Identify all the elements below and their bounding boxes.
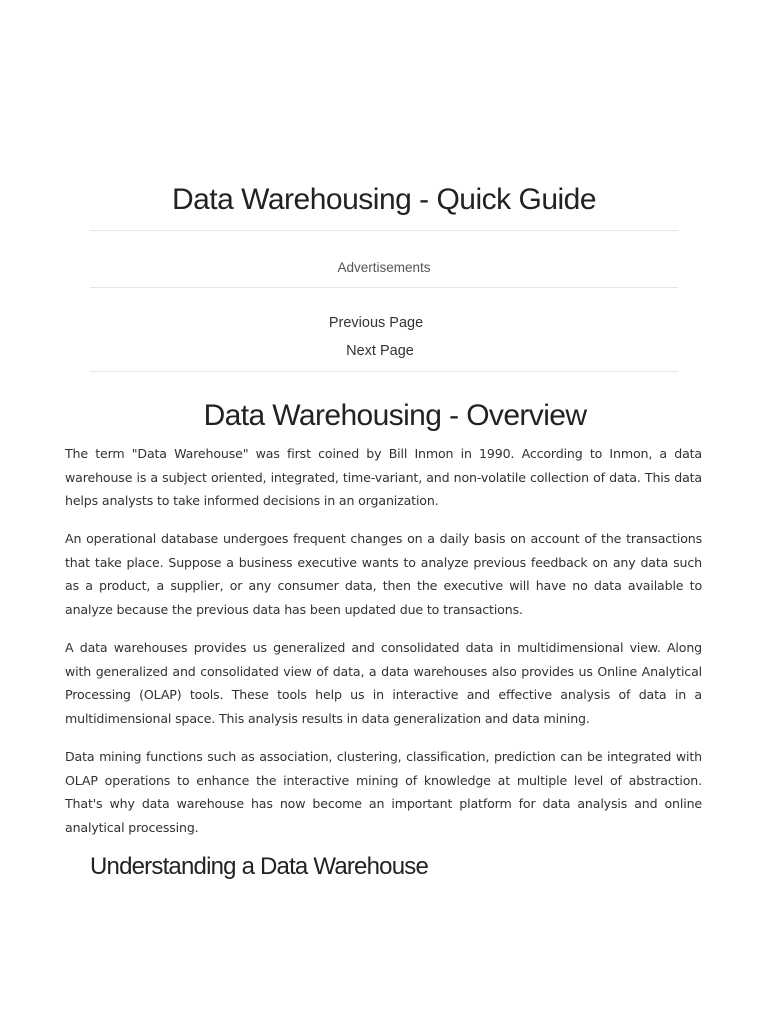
next-page-link[interactable]: Next Page xyxy=(346,343,414,359)
divider xyxy=(90,371,678,372)
section-title: Data Warehousing - Overview xyxy=(203,399,587,432)
subsection-title: Understanding a Data Warehouse xyxy=(90,853,428,880)
divider xyxy=(90,230,678,231)
divider xyxy=(90,287,678,288)
paragraph: The term "Data Warehouse" was first coined by Bill Inmon in 1990. According to Inmon, a data warehouse is a subject oriented, integrated, time-variant, and non-volatile collection of data. This data helps analysts to take informed decisions in an organization. xyxy=(65,446,702,508)
paragraph: An operational database undergoes frequent changes on a daily basis on account of the transactions that take place. Suppose a business executive wants to analyze previous feedback on any data such as a product, a supplier, or any consumer data, then the executive will have no data available to analyze because the previous data has been updated due to transactions. xyxy=(65,531,702,617)
paragraph: Data mining functions such as association, clustering, classification, prediction can be integrated with OLAP operations to enhance the interactive mining of knowledge at multiple level of abstraction. That's why data warehouse has now become an important platform for data analysis and online analytical processing. xyxy=(65,749,702,835)
advertisements-label: Advertisements xyxy=(337,260,431,275)
previous-page-link[interactable]: Previous Page xyxy=(328,315,424,331)
page-title: Data Warehousing - Quick Guide xyxy=(171,183,597,216)
paragraph: A data warehouses provides us generalized and consolidated data in multidimensional view. Along with generalized and consolidated view of data, a data warehouses also provides us Online Analytical Processing (OLAP) tools. These tools help us in interactive and effective analysis of data in a multidimensional space. This analysis results in data generalization and data mining. xyxy=(65,640,702,726)
